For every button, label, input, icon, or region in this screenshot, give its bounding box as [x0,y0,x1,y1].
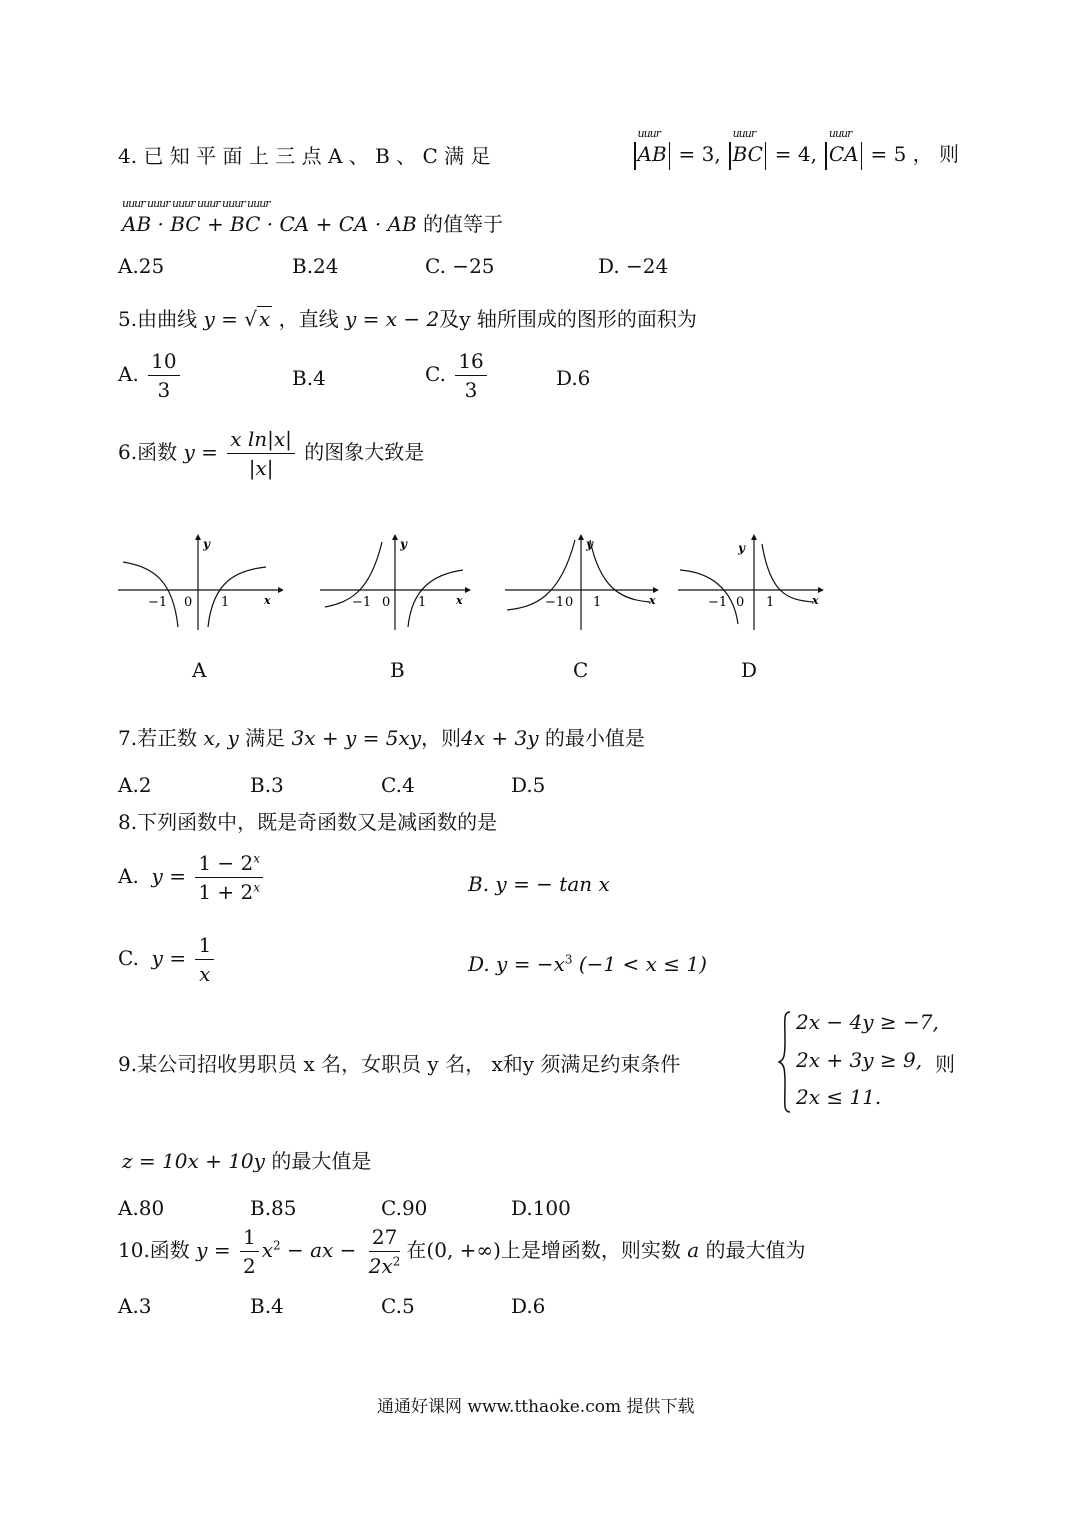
q5-line: y = x − 2 [344,307,440,331]
q5-a-num: 10 [148,350,179,376]
q9-constraint-2: 2x + 3y ≥ 9, [796,1048,923,1072]
q10-stem [118,1226,806,1277]
q10-f2-den: 2x [368,1254,393,1278]
q4-text: 4. 已 知 平 面 上 三 点 A 、 B 、 C 满 足 [118,144,491,168]
q5-stem [118,303,697,332]
svg-text:0: 0 [184,595,193,610]
svg-text:−1: −1 [545,595,565,610]
q6-graph-c [505,532,665,637]
svg-text:x: x [812,594,819,607]
q4-eq3: = 5 ， 则 [870,142,960,166]
q8-option-a [118,852,266,903]
q10-f1-num: 1 [240,1226,259,1252]
q6-prefix: 6.函数 [118,440,178,464]
q4-conditions: uuur AB = 3, uuur BC = 4, uuur CA = 5 ， 则 [632,138,959,170]
q6-label-c: C [573,658,589,682]
q9-option-d: D.100 [511,1196,571,1220]
q7-mid2: ，则 [421,726,462,750]
q10-f2-exp: 2 [392,1254,401,1269]
q10-after: 在 [406,1238,427,1262]
q8-c-num: 1 [195,934,214,960]
q6-graph-d [678,532,838,637]
q7-mid: 满足 [245,726,286,750]
q6-y: y = [183,440,218,464]
q8-option-b: B. y = − tan x [468,872,610,896]
q10-option-c: C.5 [381,1294,415,1318]
q5-option-a [118,350,183,401]
q9-stem: 9.某公司招收男职员 x 名，女职员 y 名， x和y 须满足约束条件 [118,1052,681,1076]
q8-c-label: C. [118,946,139,970]
q7-cond: 3x + y = 5xy [291,726,422,750]
q8-d-domain: (−1 < x ≤ 1) [578,952,707,976]
vector-ca: CA [828,142,859,166]
q5-option-b: B.4 [292,366,326,390]
svg-text:−1: −1 [148,595,168,610]
q8-d-main: D. y = −x [468,952,565,976]
q8-d-exp: 3 [564,952,573,967]
q4-option-a: A.25 [118,254,165,278]
q4-option-c: C. −25 [425,254,495,278]
q7-suffix: 的最小值是 [544,726,645,750]
q10-option-d: D.6 [511,1294,546,1318]
q4-option-d: D. −24 [598,254,669,278]
q7-prefix: 7.若正数 [118,726,198,750]
q8-c-den: x [199,962,211,986]
q10-suffix2: 的最大值为 [705,1238,806,1262]
q8-a-num: 1 − 2 [198,851,254,875]
svg-text:0: 0 [736,595,745,610]
q9-option-a: A.80 [118,1196,165,1220]
q5-suffix: 及y 轴所围成的图形的面积为 [439,307,697,331]
q10-f1-den: 2 [242,1254,256,1278]
left-brace-icon [778,1010,792,1114]
svg-text:−1: −1 [352,595,372,610]
sqrt-symbol: √ x [244,307,271,331]
q6-label-d: D [741,658,758,682]
q4-eq2: = 4, [774,142,817,166]
q6-label-b: B [390,658,405,682]
q9-constraint-1: 2x − 4y ≥ −7, [796,1010,939,1034]
q9-option-b: B.85 [250,1196,297,1220]
q10-suffix: 上是增函数，则实数 [500,1238,681,1262]
q4-option-b: B.24 [292,254,339,278]
q5-option-d: D.6 [556,366,591,390]
q9-objective-row [122,1145,371,1174]
q5-prefix: 5.由曲线 [118,307,198,331]
q5-c-den: 3 [464,378,478,402]
q10-mid2: − ax − [286,1238,357,1262]
q7-option-a: A.2 [118,773,152,797]
q4-expr: AB · BC + BC · CA + CA · AB [122,212,417,236]
q4-expression-row: uuur uuur uuur uuur uuur uuur AB · BC + BC · CA + CA · AB 的值等于 [122,197,504,236]
q6-den: |x| [248,456,274,480]
svg-text:y: y [400,537,407,551]
q10-y: y = [196,1238,231,1262]
q8-option-c [118,934,217,985]
q9-z: z = 10x + 10y [122,1149,265,1173]
q5-a-den: 3 [157,378,171,402]
svg-text:x: x [456,594,463,607]
q5-mid: ，直线 [278,307,339,331]
q5-c-num: 16 [455,350,486,376]
q7-option-d: D.5 [511,773,546,797]
q7-option-c: C.4 [381,773,415,797]
q9-then: 则 [935,1052,955,1076]
q10-a: a [687,1238,700,1262]
q8-a-den-exp: x [253,880,261,895]
q10-f2-num: 27 [369,1226,400,1252]
q4-eq1: = 3, [678,142,721,166]
q10-interval: (0, +∞) [426,1238,501,1262]
vector-ab: AB [637,142,667,166]
q10-x: x [261,1238,273,1262]
q7-stem [118,722,645,751]
svg-text:y: y [203,537,210,551]
q8-a-y: y = [151,864,186,888]
q8-a-den: 1 + 2 [198,880,254,904]
q8-option-d [468,952,707,976]
svg-text:1: 1 [593,595,602,610]
page-footer: 通通好课网 www.tthaoke.com 提供下载 [377,1397,695,1417]
q10-exp: 2 [272,1238,281,1253]
svg-text:0: 0 [565,595,574,610]
q9-constraint-3: 2x ≤ 11. [796,1085,882,1109]
svg-text:y: y [586,537,593,551]
q4-stem [118,140,491,169]
svg-text:1: 1 [766,595,775,610]
svg-text:0: 0 [382,595,391,610]
q8-c-y: y = [151,946,187,970]
q10-option-b: B.4 [250,1294,284,1318]
q7-expr: 4x + 3y [461,726,539,750]
q6-graph-a [118,532,283,637]
q5-radicand: x [258,307,271,331]
svg-text:1: 1 [418,595,427,610]
q5-c-label: C. [425,362,446,386]
vector-bc: BC [732,142,763,166]
svg-text:1: 1 [221,595,230,610]
q8-a-label: A. [118,864,139,888]
svg-text:x: x [264,594,271,607]
q5-option-c [425,350,490,401]
svg-text:y: y [738,541,745,555]
q7-option-b: B.3 [250,773,284,797]
q8-a-num-exp: x [253,851,261,866]
q9-suffix: 的最大值是 [271,1149,372,1173]
q6-stem [118,428,424,479]
q5-a-label: A. [118,362,139,386]
q7-vars: x, y [203,726,239,750]
q6-num: x ln|x| [227,428,295,454]
q8-stem: 8.下列函数中，既是奇函数又是减函数的是 [118,810,498,834]
q6-graph-b [320,532,485,637]
q5-y: y = [203,307,238,331]
q6-label-a: A [192,658,207,682]
q9-option-c: C.90 [381,1196,428,1220]
svg-text:−1: −1 [708,595,728,610]
q6-suffix: 的图象大致是 [304,440,425,464]
q4-suffix: 的值等于 [423,212,504,236]
q10-prefix: 10.函数 [118,1238,190,1262]
svg-text:x: x [649,594,656,607]
q10-option-a: A.3 [118,1294,152,1318]
